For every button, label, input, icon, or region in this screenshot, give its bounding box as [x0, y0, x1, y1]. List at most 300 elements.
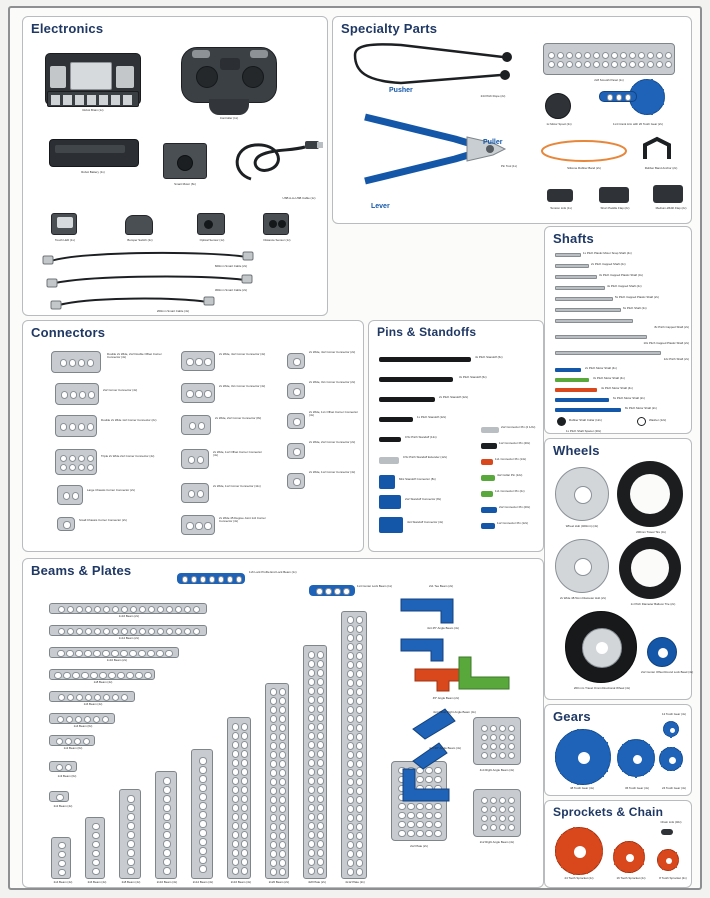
gear-tooth [667, 747, 669, 750]
caption-connector-16: 2x Wide, 2x2 Corner Connector (2x) [309, 440, 356, 444]
caption-connector-12: 2x Wide 45 Degree Joint 1x2 Corner Connector (4x) [219, 516, 266, 524]
beam-hole [112, 628, 119, 635]
beam-hole [241, 804, 248, 811]
beam-hole [481, 824, 488, 831]
beam-hole [60, 423, 67, 430]
beam-hole [186, 522, 193, 529]
beam-hole [112, 606, 119, 613]
beam-hole [79, 391, 86, 398]
beam-hole [602, 61, 609, 68]
beam-hole [270, 769, 277, 776]
beam-hole [548, 52, 555, 59]
part-shaft-9 [555, 351, 661, 355]
beam-hole [490, 743, 497, 750]
beam-hole [163, 804, 170, 811]
beam-hole [566, 61, 573, 68]
beam-hole [184, 628, 191, 635]
beam-hole [347, 715, 354, 722]
caption-vertical-beam-4: 2x10 Beam (4x) [156, 880, 178, 884]
part-connector-2 [55, 383, 99, 405]
part-beam-1x4 [49, 713, 115, 724]
beam-hole [189, 422, 196, 429]
part-motor-shaft-3 [555, 388, 597, 392]
gear-tooth [625, 870, 627, 873]
beam-hole [279, 787, 286, 794]
gear-tooth [677, 728, 679, 731]
caption-smooth-panel: 2x8 Smooth Panel (1x) [594, 78, 624, 82]
beam-hole [317, 831, 324, 838]
beam-hole [356, 724, 363, 731]
beam-hole [232, 768, 239, 775]
caption-rubber-band-anchor: Rubber Band Anchor (2x) [644, 166, 678, 170]
beam-hole [347, 850, 354, 857]
beam-hole [58, 628, 65, 635]
part-offset-right-angle-beam [399, 765, 461, 805]
beam-hole [163, 822, 170, 829]
caption-connector-pin-1x1-b: 1x1 Connector Pin (2x) [495, 489, 525, 493]
part-vertical-beam-5 [191, 749, 213, 879]
caption-shaft-7: 8x Pitch Capped Shaft (2x) [654, 325, 689, 329]
part-shaft-1 [555, 253, 581, 257]
caption-standoff-4: 4x Pitch Standoff (6x) [475, 355, 503, 359]
beam-hole [317, 804, 324, 811]
gear-tooth [614, 849, 616, 852]
beam-hole [57, 716, 64, 723]
beam-hole [356, 778, 363, 785]
gear-tooth [662, 89, 664, 92]
gear-tooth [675, 723, 677, 726]
beam-hole [434, 821, 441, 828]
gear-tooth [659, 758, 661, 761]
part-shaft-6 [555, 308, 621, 312]
caption-gear-48: 48 Tooth Gear (4x) [569, 786, 595, 790]
beam-hole [508, 815, 515, 822]
beam-hole [270, 868, 277, 875]
beam-hole [279, 697, 286, 704]
beam-hole [199, 757, 206, 764]
caption-connector-14: 2x Wide, 3x1 Corner Connector (2x) [309, 380, 356, 384]
caption-vertical-beam-9: 4x12 Plate (2x) [345, 880, 365, 884]
beam-hole [347, 661, 354, 668]
beam-hole [308, 651, 315, 658]
part-connector-pin-2x2 [481, 427, 499, 433]
part-round-lock-bead [647, 637, 677, 667]
panel-pins [368, 320, 544, 552]
part-beam-1x2 [49, 735, 95, 746]
part-connector-5 [57, 485, 83, 505]
beam-hole [90, 672, 97, 679]
gear-tooth [663, 96, 665, 99]
beam-hole [163, 831, 170, 838]
part-connector-3 [55, 415, 97, 437]
part-connector-7 [181, 351, 215, 371]
panel-title-specialty: Specialty Parts [341, 21, 438, 36]
part-distance-sensor [263, 213, 289, 235]
beam-hole [93, 650, 100, 657]
beam-hole [78, 455, 85, 462]
part-diameter-hub [555, 539, 609, 593]
gear-tooth [609, 756, 611, 759]
beam-hole [665, 61, 672, 68]
beam-hole [317, 795, 324, 802]
beam-hole [147, 650, 154, 657]
caption-beam-2x2: 2x2 Beam (4x) [53, 804, 73, 808]
beam-hole [88, 391, 95, 398]
gear-tooth [560, 740, 562, 743]
part-chain-link [661, 829, 673, 835]
gear-tooth [614, 862, 616, 865]
part-sprocket-8 [657, 849, 679, 871]
beam-hole [279, 832, 286, 839]
beam-hole [87, 455, 94, 462]
beam-hole [308, 777, 315, 784]
part-plate-2x2 [473, 789, 521, 837]
beam-hole [575, 52, 582, 59]
beam-hole [138, 650, 145, 657]
beam-hole [317, 669, 324, 676]
beam-hole [92, 868, 99, 875]
beam-hole [199, 793, 206, 800]
beam-hole [144, 672, 151, 679]
part-washer [637, 417, 646, 426]
beam-hole [76, 628, 83, 635]
beam-hole [343, 588, 349, 594]
part-usb-cable [229, 129, 325, 191]
beam-hole [347, 868, 354, 875]
beam-hole [121, 694, 128, 701]
beam-hole [56, 764, 63, 771]
part-balloon-tire [619, 537, 681, 599]
gear-tooth [567, 830, 569, 833]
beam-hole [78, 464, 85, 471]
part-smart-motor [163, 143, 207, 179]
beam-hole [356, 787, 363, 794]
beam-hole [270, 778, 277, 785]
beam-hole [616, 94, 622, 100]
beam-hole [347, 634, 354, 641]
beam-hole [317, 840, 324, 847]
beam-hole [347, 823, 354, 830]
beam-hole [199, 784, 206, 791]
beam-hole [232, 849, 239, 856]
beam-hole [127, 813, 134, 820]
beam-hole [317, 813, 324, 820]
beam-hole [112, 694, 119, 701]
part-motor-shaft-5 [555, 408, 621, 412]
beam-hole [279, 688, 286, 695]
beam-hole [499, 725, 506, 732]
beam-hole [227, 576, 233, 582]
beam-hole [317, 651, 324, 658]
beam-hole [166, 606, 173, 613]
beam-hole [163, 849, 170, 856]
caption-connector-17: 2x Wide, 1x2 Corner Connector (4x) [309, 470, 356, 474]
gear-tooth [642, 849, 644, 852]
beam-hole [629, 61, 636, 68]
caption-smart-cable-600: 600mm Smart Cable (2x) [214, 264, 248, 268]
beam-hole [188, 456, 195, 463]
part-2x2-standoff-connector [379, 495, 401, 509]
part-vertical-beam-1 [51, 837, 71, 879]
beam-hole [293, 388, 300, 395]
beam-hole [60, 359, 67, 366]
beam-hole [279, 769, 286, 776]
beam-hole [308, 696, 315, 703]
beam-hole [232, 858, 239, 865]
beam-hole [356, 661, 363, 668]
gear-tooth [635, 775, 637, 778]
caption-optical-sensor: Optical Sensor (1x) [199, 238, 225, 242]
beam-hole [93, 716, 100, 723]
gear-tooth [644, 79, 646, 82]
beam-hole [490, 797, 497, 804]
poster-sheet [8, 6, 702, 890]
beam-hole [356, 670, 363, 677]
caption-beam-1x2: 1x2 Beam (6x) [63, 746, 83, 750]
gear-tooth [596, 778, 598, 781]
beam-hole [611, 52, 618, 59]
beam-hole [56, 738, 63, 745]
gear-tooth [632, 86, 634, 89]
beam-hole [279, 778, 286, 785]
beam-hole [356, 814, 363, 821]
beam-hole [85, 606, 92, 613]
part-standoff-4 [379, 357, 471, 362]
beam-hole [499, 734, 506, 741]
beam-hole [78, 359, 85, 366]
beam-hole [166, 628, 173, 635]
beam-hole [425, 812, 432, 819]
part-90-angle-beam [455, 653, 519, 693]
gear-tooth [597, 837, 599, 840]
caption-shaft-spacer: 1x Pitch Shaft Spacer (20x) [566, 429, 602, 433]
part-pitch-rope [341, 41, 531, 93]
gear-tooth [632, 105, 634, 108]
beam-hole [241, 777, 248, 784]
gear-tooth [606, 769, 608, 772]
beam-hole [347, 652, 354, 659]
callout-lever: Lever [371, 203, 390, 210]
gear-tooth [573, 872, 575, 875]
caption-medium-width-flap: Medium-Width Flap (2x) [655, 206, 687, 210]
beam-hole [175, 628, 182, 635]
beam-hole [241, 867, 248, 874]
part-connector-11 [181, 483, 209, 503]
beam-hole [58, 842, 65, 849]
part-touch-led [51, 213, 77, 235]
part-4x4-standoff-connector [379, 517, 403, 533]
beam-hole [66, 716, 73, 723]
part-robot-battery [49, 139, 139, 167]
gear-tooth [651, 112, 653, 115]
beam-hole [60, 455, 67, 462]
gear-tooth [590, 781, 592, 784]
gear-tooth [567, 869, 569, 872]
caption-chain-link: Chain Link (40x) [660, 820, 682, 824]
caption-shaft-9: 12x Pitch Shaft (2x) [663, 357, 689, 361]
caption-connector-11: 2x Wide, 1x2 Corner Connector (11x) [213, 484, 261, 488]
callout-puller: Puller [483, 139, 503, 146]
beam-hole [232, 786, 239, 793]
gear-tooth [560, 771, 562, 774]
beam-hole [92, 823, 99, 830]
gear-tooth [665, 732, 667, 735]
beam-hole [121, 606, 128, 613]
gear-tooth [608, 749, 610, 752]
caption-motor-shaft-1: 2x Pitch Motor Shaft (4x) [585, 366, 617, 370]
caption-crank-arm: 1x4 Crank Arm with 20 Tooth Gear (2x) [613, 122, 663, 126]
beam-hole [347, 679, 354, 686]
beam-hole [499, 797, 506, 804]
beam-hole [293, 418, 300, 425]
beam-hole [356, 823, 363, 830]
beam-hole [279, 760, 286, 767]
part-rubber-band-anchor [639, 135, 679, 165]
beam-hole [584, 61, 591, 68]
gear-tooth [557, 746, 559, 749]
caption-shaft-2: 2x Pitch Capped Shaft (2x) [591, 262, 626, 266]
beam-hole [625, 94, 631, 100]
beam-hole [308, 741, 315, 748]
beam-hole [279, 814, 286, 821]
caption-connector-pin-1x2-b: 1x2 Connector Pin (12x) [497, 521, 529, 525]
caption-connector-1: Double 2x Wide, 2x2 Double Offset Corner Connector (4x) [107, 352, 162, 360]
beam-hole [356, 733, 363, 740]
beam-hole [481, 806, 488, 813]
beam-hole [199, 829, 206, 836]
beam-hole [638, 61, 645, 68]
beam-hole [182, 576, 188, 582]
beam-hole [356, 832, 363, 839]
caption-shaft-1: 1x Pitch Plastic Motor Snap Shaft (4x) [583, 251, 632, 255]
part-travel-tire [617, 461, 683, 527]
beam-hole [199, 766, 206, 773]
gear-tooth [670, 721, 672, 724]
caption-omni-wheel: 200 mm Travel Omni-Directional Wheel (4x) [573, 686, 631, 690]
beam-hole [425, 830, 432, 837]
caption-motor-shaft-2: 3x Pitch Motor Shaft (4x) [593, 376, 625, 380]
beam-hole [347, 787, 354, 794]
beam-hole [85, 628, 92, 635]
caption-motor-shaft-4: 6x Pitch Motor Shaft (2x) [613, 396, 645, 400]
gear-tooth [557, 840, 559, 843]
beam-hole [356, 625, 363, 632]
part-plate-4x12 [473, 717, 521, 765]
beam-hole [279, 733, 286, 740]
gear-tooth [673, 747, 675, 750]
beam-hole [199, 820, 206, 827]
beam-hole [241, 759, 248, 766]
part-smooth-panel [543, 43, 675, 75]
beam-hole [308, 768, 315, 775]
part-connector-pin-2x2-b [481, 507, 497, 513]
beam-hole [241, 723, 248, 730]
beam-hole [308, 669, 315, 676]
caption-plate-2x2: 2x2 Right Angle Beam (4x) [479, 840, 515, 844]
caption-standoff-1: 1x Pitch Standoff (12x) [417, 415, 447, 419]
beam-hole [279, 850, 286, 857]
beam-hole [148, 628, 155, 635]
beam-hole [490, 824, 497, 831]
gear-tooth [571, 780, 573, 783]
beam-hole [508, 824, 515, 831]
beam-hole [270, 850, 277, 857]
beam-hole [199, 838, 206, 845]
beam-hole [508, 806, 515, 813]
beam-hole [67, 628, 74, 635]
beam-hole [508, 797, 515, 804]
gear-tooth [565, 776, 567, 779]
gear-tooth [596, 733, 598, 736]
caption-connector-7: 2x Wide, 4x2 Corner Connector (4x) [219, 352, 266, 356]
beam-hole [232, 759, 239, 766]
beam-hole [407, 812, 414, 819]
beam-hole [63, 521, 70, 528]
part-vertical-beam-8 [303, 645, 327, 879]
gear-tooth [631, 841, 633, 844]
gear-tooth [679, 764, 681, 767]
panel-title-pins: Pins & Standoffs [377, 325, 477, 339]
beam-hole [60, 464, 67, 471]
gear-tooth [617, 757, 619, 760]
gear-tooth [675, 865, 677, 868]
caption-vertical-beam-7: 2x20 Beam (2x) [268, 880, 290, 884]
part-short-paddle-flap [599, 187, 629, 203]
beam-hole [58, 860, 65, 867]
beam-hole [84, 650, 91, 657]
beam-hole [54, 672, 61, 679]
part-connector-9 [181, 415, 211, 435]
beam-hole [163, 867, 170, 874]
beam-hole [317, 777, 324, 784]
beam-hole [204, 390, 211, 397]
beam-hole [163, 813, 170, 820]
beam-hole [127, 858, 134, 865]
beam-hole [490, 806, 497, 813]
beam-hole [270, 760, 277, 767]
part-collar-pin-4x2 [481, 475, 495, 481]
beam-hole [188, 490, 195, 497]
caption-connector-5: Large Chassis Corner Connector (2x) [87, 488, 136, 492]
panel-beams [22, 558, 544, 888]
gear-tooth [662, 102, 664, 105]
beam-hole [241, 750, 248, 757]
part-motor-shaft-2 [555, 378, 589, 382]
beam-hole [434, 812, 441, 819]
caption-usb-cable: USB A-to-USB Cable (1x) [282, 196, 316, 200]
caption-45-angle-beam-2: 4x4 90° Angle Beam (4x) [429, 746, 462, 750]
beam-hole [308, 840, 315, 847]
caption-smart-cable-300: 300mm Smart Cable (2x) [214, 288, 248, 292]
beam-hole [499, 752, 506, 759]
beam-hole [557, 52, 564, 59]
gear-tooth [662, 867, 664, 870]
beam-hole [94, 606, 101, 613]
beam-hole [308, 678, 315, 685]
beam-hole [204, 522, 211, 529]
beam-hole [74, 738, 81, 745]
beam-hole [638, 52, 645, 59]
part-standoff-extender [379, 457, 399, 464]
beam-hole [308, 714, 315, 721]
beam-hole [241, 768, 248, 775]
beam-hole [232, 795, 239, 802]
beam-hole [163, 786, 170, 793]
gear-tooth [586, 871, 588, 874]
part-connector-pin-1x1-b [481, 491, 493, 497]
beam-hole [279, 724, 286, 731]
beam-hole [165, 650, 172, 657]
